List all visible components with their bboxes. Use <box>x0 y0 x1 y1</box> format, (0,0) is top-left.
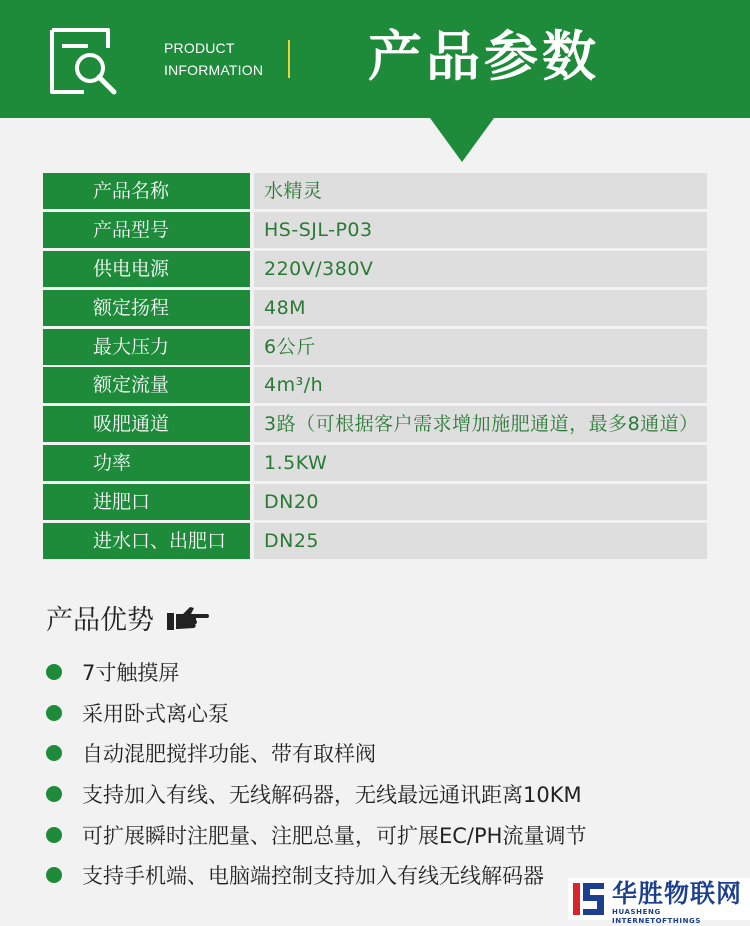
spec-label: 额定扬程 <box>43 290 250 326</box>
banner-pointer <box>430 118 494 162</box>
document-search-icon <box>48 26 120 96</box>
spec-row <box>43 367 707 403</box>
list-item <box>46 774 706 815</box>
spec-label: 吸肥通道 <box>43 406 250 442</box>
advantages-heading <box>46 598 210 637</box>
bullet-icon <box>46 705 62 721</box>
advantage-text: 可扩展瞬时注肥量、注肥总量，可扩展EC/PH流量调节 <box>82 823 587 848</box>
spec-label: 额定流量 <box>43 367 250 403</box>
spec-value: 1.5KW <box>254 445 707 481</box>
spec-label: 进肥口 <box>43 484 250 520</box>
spec-row <box>43 523 707 559</box>
bullet-icon <box>46 745 62 761</box>
spec-value: HS-SJL-P03 <box>254 212 707 248</box>
advantage-text: 采用卧式离心泵 <box>82 701 229 726</box>
spec-table <box>43 173 707 562</box>
spec-row <box>43 329 707 365</box>
spec-row <box>43 484 707 520</box>
bullet-icon <box>46 786 62 802</box>
spec-label: 进水口、出肥口 <box>43 523 250 559</box>
spec-label: 供电电源 <box>43 251 250 287</box>
spec-value: DN20 <box>254 484 707 520</box>
spec-value: 220V/380V <box>254 251 707 287</box>
header-english-title <box>164 37 263 81</box>
advantages-title: 产品优势 <box>46 605 154 636</box>
advantage-text: 7寸触摸屏 <box>82 661 180 686</box>
spec-row <box>43 445 707 481</box>
bullet-icon <box>46 827 62 843</box>
list-item <box>46 693 706 734</box>
advantages-list <box>46 652 706 896</box>
spec-label: 最大压力 <box>43 329 250 365</box>
bullet-icon <box>46 664 62 680</box>
pointing-hand-icon <box>166 605 210 631</box>
spec-row <box>43 290 707 326</box>
brand-logo-en: HUASHENG INTERNETOFTHINGS <box>612 908 702 925</box>
spec-label: 功率 <box>43 445 250 481</box>
spec-value: 6公斤 <box>254 329 707 365</box>
header-en-line2: INFORMATION <box>164 62 264 78</box>
advantage-text: 自动混肥搅拌功能、带有取样阀 <box>82 742 376 767</box>
list-item <box>46 814 706 855</box>
header-en-line1: PRODUCT <box>164 40 235 56</box>
spec-value: 4m³/h <box>254 367 707 403</box>
brand-logo-mark <box>572 881 606 917</box>
spec-label: 产品型号 <box>43 212 250 248</box>
bullet-icon <box>46 867 62 883</box>
brand-logo <box>568 878 750 925</box>
advantage-text: 支持手机端、电脑端控制支持加入有线无线解码器 <box>82 864 544 889</box>
spec-value: 3路（可根据客户需求增加施肥通道，最多8通道） <box>254 406 707 442</box>
page-title: 产品参数 <box>368 25 600 88</box>
header-divider <box>288 40 290 78</box>
spec-row <box>43 251 707 287</box>
spec-value: DN25 <box>254 523 707 559</box>
spec-row <box>43 173 707 209</box>
spec-label: 产品名称 <box>43 173 250 209</box>
spec-row <box>43 406 707 442</box>
spec-value: 水精灵 <box>254 173 707 209</box>
list-item <box>46 733 706 774</box>
spec-value: 48M <box>254 290 707 326</box>
list-item <box>46 652 706 693</box>
advantage-text: 支持加入有线、无线解码器，无线最远通讯距离10KM <box>82 783 582 808</box>
spec-row <box>43 212 707 248</box>
brand-logo-cn: 华胜物联网 <box>612 879 743 908</box>
